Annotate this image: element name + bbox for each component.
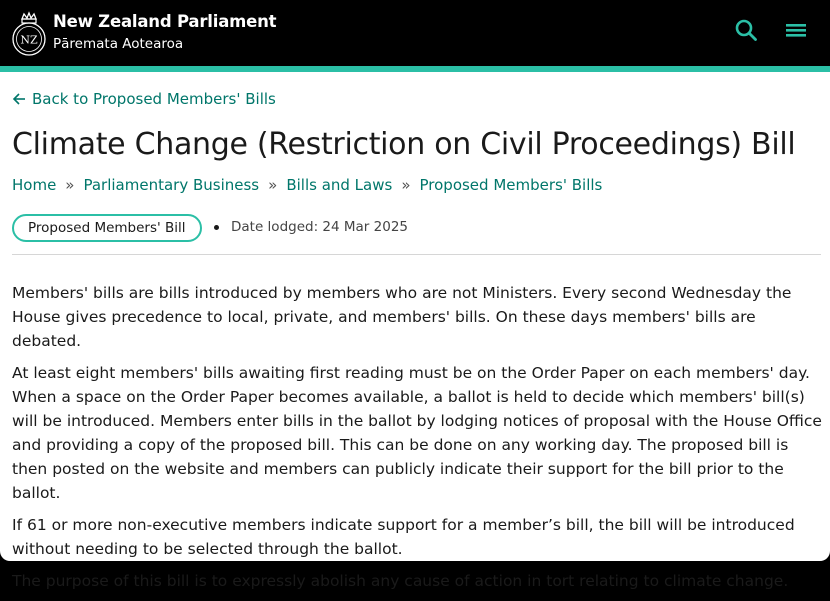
breadcrumb-separator: » bbox=[401, 176, 411, 194]
date-lodged-text: Date lodged: 24 Mar 2025 bbox=[231, 219, 409, 235]
paragraph-support: If 61 or more non-executive members indicate support for a member’s bill, the bill will be introduced without needing to be selected through the ballot. bbox=[12, 516, 795, 558]
logo-text: NZ bbox=[20, 33, 38, 47]
bill-type-badge: Proposed Members' Bill bbox=[12, 214, 202, 242]
menu-icon[interactable] bbox=[784, 19, 808, 41]
site-subtitle: Pāremata Aotearoa bbox=[53, 36, 184, 52]
site-title[interactable]: New Zealand Parliament bbox=[53, 12, 277, 31]
site-header bbox=[0, 0, 830, 66]
breadcrumb-separator: » bbox=[268, 176, 278, 194]
breadcrumb bbox=[12, 176, 602, 194]
arrow-left-icon bbox=[12, 92, 26, 106]
page-title: Climate Change (Restriction on Civil Proceedings) Bill bbox=[12, 127, 796, 162]
divider bbox=[12, 254, 821, 255]
breadcrumb-parliamentary-business[interactable]: Parliamentary Business bbox=[83, 176, 260, 194]
bill-description bbox=[12, 281, 824, 601]
breadcrumb-separator: » bbox=[65, 176, 75, 194]
bullet-dot bbox=[214, 225, 219, 230]
paragraph-ballot: At least eight members' bills awaiting first reading must be on the Order Paper on each members' day. When a space on the Order Paper becomes available, a ballot is held to decide which members' bill(s) will be introduced. Members enter bills in the ballot by lodging notices of proposal with the House Office and providing a copy of the proposed bill. This can be done on any working day. The proposed bill is then posted on the website and members can publicly indicate their support for the bill prior to the ballot. bbox=[12, 364, 822, 502]
breadcrumb-home[interactable]: Home bbox=[12, 176, 57, 194]
paragraph-purpose: The purpose of this bill is to expressly abolish any cause of action in tort relating to climate change. bbox=[12, 572, 789, 590]
breadcrumb-proposed-members-bills[interactable]: Proposed Members' Bills bbox=[419, 176, 603, 194]
parliament-crest-icon[interactable] bbox=[11, 10, 47, 56]
back-link-label: Back to Proposed Members' Bills bbox=[32, 90, 276, 108]
header-accent-bar bbox=[0, 66, 830, 72]
breadcrumb-bills-and-laws[interactable]: Bills and Laws bbox=[286, 176, 393, 194]
date-lodged bbox=[214, 219, 408, 235]
paragraph-members-bills: Members' bills are bills introduced by members who are not Ministers. Every second Wednesday the House gives precedence to local, private, and members' bills. On these days members' bills are debated. bbox=[12, 284, 792, 350]
back-link[interactable] bbox=[12, 90, 276, 108]
search-icon[interactable] bbox=[734, 18, 758, 42]
